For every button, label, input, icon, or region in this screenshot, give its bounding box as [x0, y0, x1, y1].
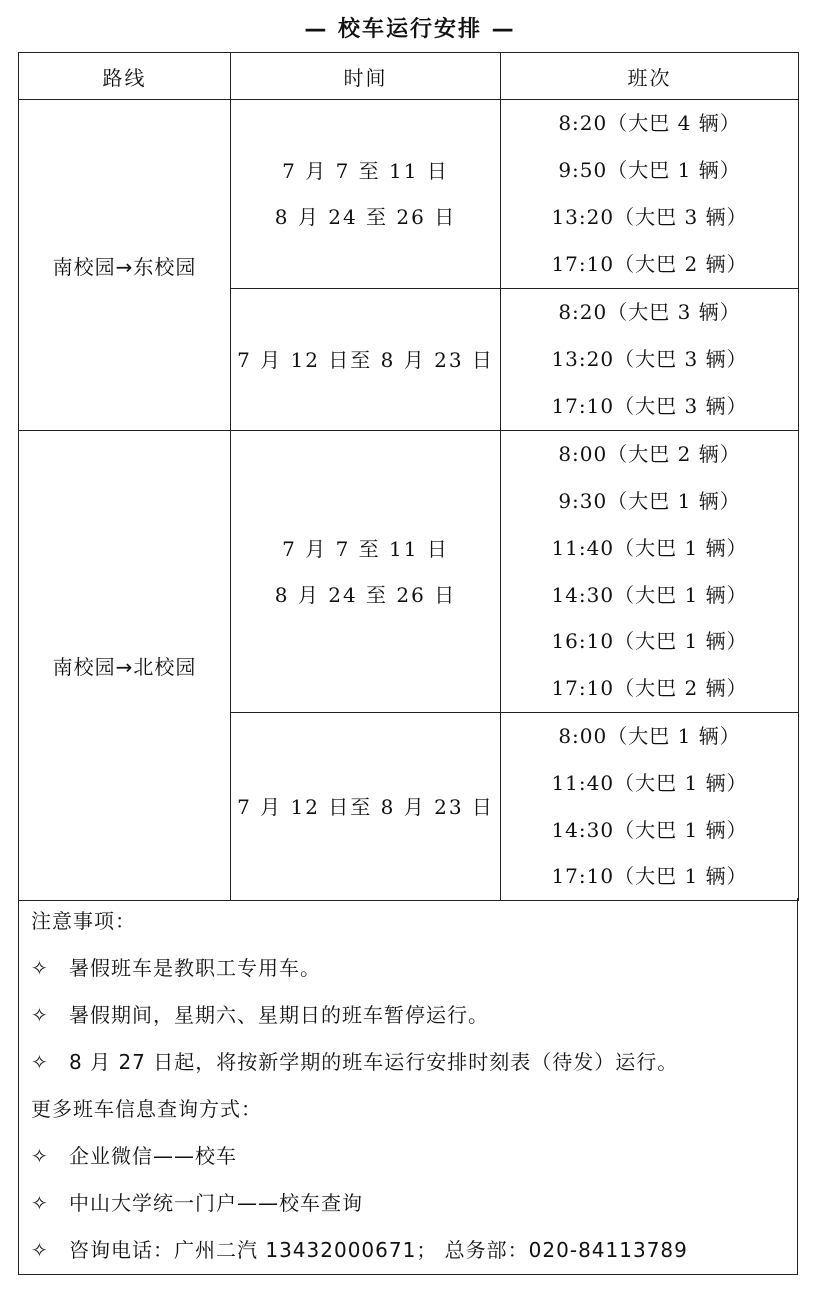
period-dates	[231, 100, 501, 289]
star-bullet-icon: ✧	[31, 1191, 49, 1215]
trip-item: 17:10（大巴 2 辆）	[551, 251, 748, 276]
period-date-line: 7 月 12 日至 8 月 23 日	[237, 347, 494, 372]
star-bullet-icon: ✧	[31, 1144, 49, 1168]
trip-list	[501, 431, 799, 713]
more-info-heading: 更多班车信息查询方式：	[31, 1097, 262, 1121]
trip-item: 13:20（大巴 3 辆）	[551, 347, 748, 372]
route-name: 南校园→北校园	[19, 431, 231, 901]
period-dates	[231, 713, 501, 901]
header-time: 时间	[231, 53, 501, 100]
trip-list	[501, 289, 799, 431]
trip-item: 9:50（大巴 1 辆）	[558, 158, 741, 183]
info-item	[19, 1133, 797, 1180]
trip-item: 16:10（大巴 1 辆）	[551, 629, 748, 654]
period-date-line: 7 月 7 至 11 日	[282, 159, 449, 183]
period-date-line: 8 月 24 至 26 日	[274, 205, 457, 229]
schedule-table	[18, 52, 799, 901]
period-date-line: 8 月 24 至 26 日	[274, 582, 457, 607]
note-text: 8 月 27 日起，将按新学期的班车运行安排时刻表（待发）运行。	[69, 1050, 679, 1074]
trip-item: 17:10（大巴 1 辆）	[551, 864, 748, 889]
trip-item: 8:00（大巴 2 辆）	[558, 442, 741, 467]
trip-item: 8:00（大巴 1 辆）	[558, 724, 741, 748]
info-text: 咨询电话：广州二汽 13432000671； 总务部：020-84113789	[69, 1238, 688, 1262]
trip-item: 17:10（大巴 3 辆）	[551, 393, 748, 418]
star-bullet-icon: ✧	[31, 1003, 49, 1027]
note-text: 暑假班车是教职工专用车。	[69, 956, 321, 980]
period-dates	[231, 431, 501, 713]
info-text: 中山大学统一门户——校车查询	[69, 1191, 363, 1215]
trip-item: 11:40（大巴 1 辆）	[551, 770, 748, 795]
trip-item: 13:20（大巴 3 辆）	[551, 205, 748, 229]
page-title: — 校车运行安排 —	[304, 17, 516, 42]
notes-heading: 注意事项：	[31, 909, 136, 933]
trip-item: 14:30（大巴 1 辆）	[551, 582, 748, 607]
route-name: 南校园→东校园	[19, 100, 231, 431]
period-date-line: 7 月 7 至 11 日	[282, 536, 449, 561]
trip-item: 9:30（大巴 1 辆）	[558, 488, 741, 513]
trip-item: 17:10（大巴 2 辆）	[551, 676, 748, 701]
star-bullet-icon: ✧	[31, 1238, 49, 1262]
trip-list	[501, 100, 799, 289]
trip-item: 8:20（大巴 3 辆）	[558, 300, 741, 325]
star-bullet-icon: ✧	[31, 1050, 49, 1074]
trip-list	[501, 713, 799, 901]
info-item	[19, 1227, 797, 1274]
header-trips: 班次	[501, 53, 799, 100]
table-row	[19, 100, 799, 289]
trip-item: 11:40（大巴 1 辆）	[551, 535, 748, 560]
star-bullet-icon: ✧	[31, 956, 49, 980]
note-item	[19, 1039, 797, 1086]
period-dates	[231, 289, 501, 431]
info-item	[19, 1180, 797, 1227]
note-item	[19, 992, 797, 1039]
note-text: 暑假期间，星期六、星期日的班车暂停运行。	[69, 1003, 489, 1027]
period-date-line: 7 月 12 日至 8 月 23 日	[237, 794, 494, 819]
note-item	[19, 945, 797, 992]
header-row	[19, 53, 799, 100]
trip-item: 8:20（大巴 4 辆）	[558, 111, 741, 136]
table-row	[19, 431, 799, 713]
trip-item: 14:30（大巴 1 辆）	[551, 817, 748, 842]
header-route: 路线	[19, 53, 231, 100]
notes-box	[18, 898, 798, 1275]
info-text: 企业微信——校车	[69, 1144, 237, 1168]
